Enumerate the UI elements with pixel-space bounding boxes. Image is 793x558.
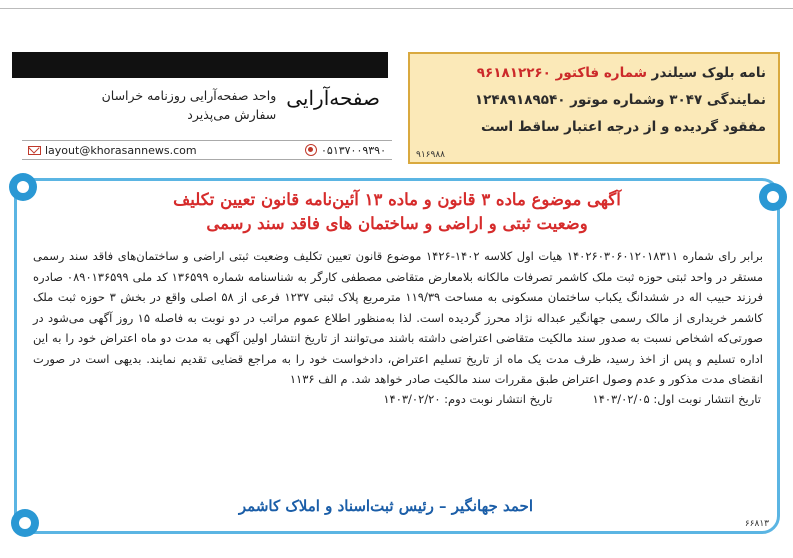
publication-dates <box>17 390 777 406</box>
ad-header-bar <box>12 52 388 78</box>
phone-number[interactable]: ۰۵۱۳۷۰۰۹۳۹۰ <box>321 143 386 157</box>
lost-notice-line2: نمایندگی ۳۰۴۷ وشماره موتور ۱۲۴۸۹۱۸۹۵۴۰ <box>474 92 766 108</box>
lost-document-notice <box>408 52 780 164</box>
ad-title: صفحه‌آرایی <box>286 86 380 110</box>
envelope-icon <box>28 146 41 155</box>
notice-body: برابر رای شماره ۱۴۰۲۶۰۳۰۶۰۱۲۰۱۸۳۱۱ هیات اول کلاسه ۱۴۰۲-۱۴۲۶ موضوع قانون تعیین تکلیف وضعیت ثبتی اراضی و ساختمان‌های فاقد سند رسمی مستقر در واحد ثبتی حوزه ثبت ملک کاشمر تصرفات مالکانه بلامعارض متقاضی مصطفی کارگر به شناسنامه شماره ۱۳۶۵۹۹ کد ملی ۰۸۹۰۱۳۶۵۹۹ صادره فرزند حبیب اله در ششدانگ یکباب ساختمان مسکونی به مساحت ۱۱۹/۳۹ مترمربع پلاک ثبتی ۱۲۳۷ فرعی از ۵۸ اصلی واقع در بخش ۳ حوزه ثبت ملک کاشمر خریداری از مالک رسمی جهانگیر عبداله نژاد محرز گردیده است. لذا به‌منظور اطلاع عموم مراتب در دو نوبت به فاصله ۱۵ روز آگهی می‌شود در صورتی‌که اشخاص نسبت به صدور سند مالکیت متقاضی اعتراضی داشته باشند می‌توانند از تاریخ انتشار اولین آگهی به مدت دو ماه اعتراض خود را به این اداره تسلیم و پس از اخذ رسید، ظرف مدت یک ماه از تاریخ تسلیم اعتراض، دادخواست خود را به مراجع قضایی تقدیم نمایند. بدیهی است در صورت انقضای مدت مذکور و عدم وصول اعتراض طبق مقررات سند مالکیت صادر خواهد شد. م الف ۱۱۳۶ <box>33 249 763 386</box>
notice-title <box>17 188 777 236</box>
phone-contact[interactable] <box>305 144 386 157</box>
corner-ornament-icon <box>9 173 37 201</box>
invoice-number: شماره فاکتور ۹۶۱۸۱۲۲۶۰ <box>476 65 647 81</box>
top-divider <box>0 8 793 9</box>
first-publication-date: تاریخ انتشار نوبت اول: ۱۴۰۳/۰۲/۰۵ <box>592 391 761 406</box>
lost-notice-line1 <box>420 60 766 87</box>
second-publication-date: تاریخ انتشار نوبت دوم: ۱۴۰۳/۰۲/۲۰ <box>383 391 553 406</box>
legal-notice-box <box>14 178 780 534</box>
notice-signature: احمد جهانگیر – رئیس ثبت‌اسناد و املاک کاشمر <box>238 497 533 515</box>
corner-ornament-icon <box>759 183 787 211</box>
lost-notice-code: ۹۱۶۹۸۸ <box>416 150 446 160</box>
ad-description <box>102 86 277 124</box>
email-contact[interactable] <box>28 144 197 157</box>
corner-ornament-icon <box>11 509 39 537</box>
layout-service-ad <box>12 52 388 162</box>
phone-icon <box>305 144 317 156</box>
lost-notice-line3: مفقود گردیده و از درجه اعتبار ساقط است <box>480 119 766 135</box>
notice-code: ۶۶۸۱۳ <box>744 519 769 529</box>
ad-description-line2: سفارش می‌پذیرد <box>187 107 277 122</box>
lost-notice-line1-prefix: نامه بلوک سیلندر <box>651 65 766 81</box>
ad-description-line1: واحد صفحه‌آرایی روزنامه خراسان <box>101 88 277 103</box>
notice-title-line1: آگهی موضوع ماده ۳ قانون و ماده ۱۳ آئین‌نامه قانون تعیین تکلیف <box>173 190 621 209</box>
ad-heading-row <box>12 78 388 124</box>
contact-bar <box>22 140 392 160</box>
email-address[interactable]: layout@khorasannews.com <box>45 143 197 157</box>
notice-title-line2: وضعیت ثبتی و اراضی و ساختمان های فاقد سند رسمی <box>206 214 588 233</box>
